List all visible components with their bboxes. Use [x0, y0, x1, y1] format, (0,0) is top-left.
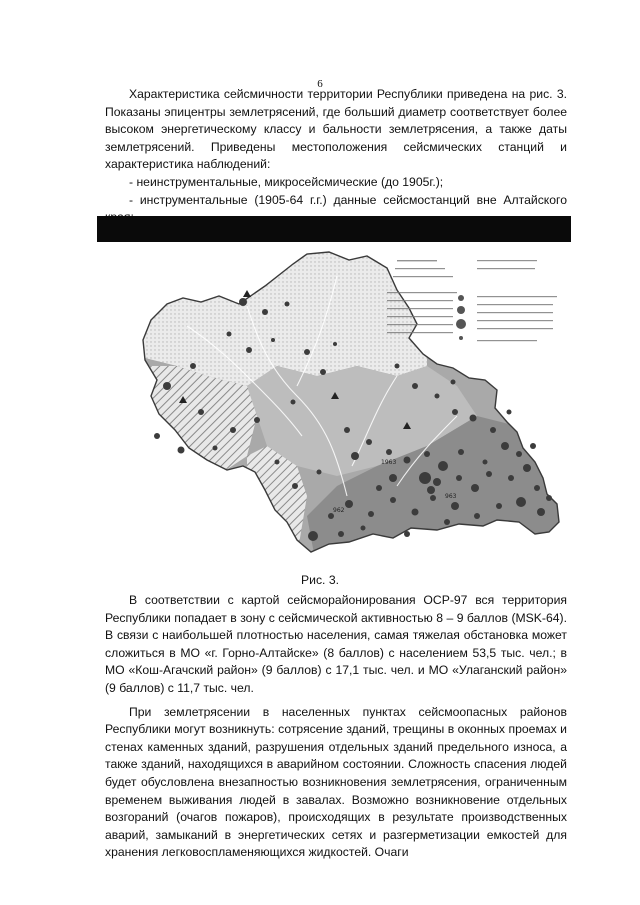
seismic-map-figure: [97, 216, 571, 570]
map-label: 1963: [381, 459, 397, 466]
body-section: [105, 592, 567, 862]
list-item: - неинструментальные, микросейсмические (до 1905г.);: [129, 174, 444, 189]
intro-paragraph: Характеристика сейсмичности территории Республики приведена на рис. 3. Показаны эпицентры землетрясений, где больший диаметр соответствует более высоком энергетическому классу и бальности землетрясения, а также даты землетрясений. Приведены местоположения сейсмических станций и характеристика наблюдений:: [105, 87, 567, 172]
list-item: - инструментальные (1905-64 г.г.) данные сейсмостанций вне Алтайского: [129, 192, 567, 207]
body-paragraph: В соответствии с картой сейсморайонирования ОСР-97 вся территория Республики попадает в зону с сейсмической активностью 8 – 9 баллов (MSK-64). В связи с наибольшей плотностью населения, самая тяжелая обстановка может сложиться в МО «г. Горно-Алтайске» (8 баллов) с населением 53,5 тыс. чел.; в МО «Кош-Агачский район» (9 баллов) с 17,1 тыс. чел. и МО «Улаганский район» (9 баллов) с 11,7 тыс. чел.: [105, 593, 567, 695]
map-label: 963: [445, 493, 457, 500]
page-number: 6: [317, 78, 323, 90]
figure-caption: Рис. 3.: [301, 573, 339, 587]
map-label: 962: [333, 507, 345, 514]
seismic-map-image: [97, 216, 571, 570]
body-paragraph: При землетрясении в населенных пунктах сейсмоопасных районов Республики могут возникнуть: сотрясение зданий, трещины в оконных проемах и стенах каменных зданий, разрушения отдельных зданий предельного износа, а также зданий, находящихся в аварийном состоянии. Сложность спасения людей будет обусловлена внезапностью возникновения землетрясения, ограниченным временем выживания людей в завалах. Возможно возникновение отдельных возгораний (очагов пожаров), происходящих в результате производственных аварий, замыканий в энергетических сетях и разгерметизации емкостей для хранения легковоспламеняющихся жидкостей. Очаги: [105, 704, 567, 860]
